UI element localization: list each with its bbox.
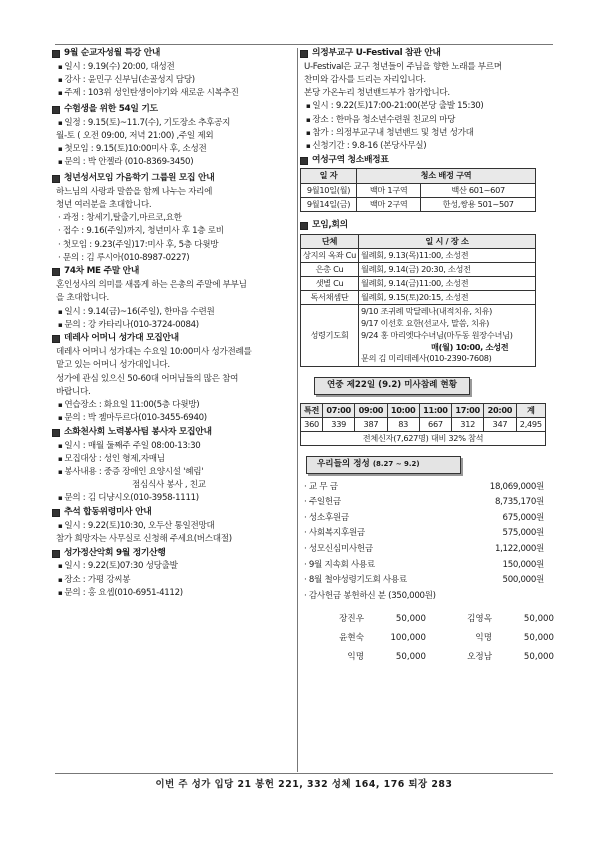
intro-text: 혼인성사의 의미를 새롭게 하는 은총의 주말에 부부님 <box>56 280 247 291</box>
list-item: ▪ 모집대상 : 성인 형제,자매님 <box>52 454 296 466</box>
section-marker-icon <box>52 335 60 343</box>
list-item: ▪ 일시 : 매월 둘째주 주일 08:00-13:30 <box>52 441 296 453</box>
table-row: 성령기도회 9/10 조귀례 막달레나(내적치유, 치유) 9/17 이선호 요한(선교사, 말씀, 치유) 9/24 홍 마리엣다수녀님(마두동 원장수녀님) 매(월) 10:00, 소성전 문의 김 미리데레사(010-2390-7608) <box>301 304 536 366</box>
list-item-continuation: 월-토 ( 오전 09:00, 저녁 21:00) ,주일 제외 <box>56 130 214 141</box>
notice-u-festival <box>300 48 552 153</box>
table-row: 상지의 옥좌 Cu 월례회, 9.13(목)11:00, 소성전 <box>301 248 536 262</box>
section-marker-icon <box>52 509 60 517</box>
section-title: 데레사 어머니 성가대 모집안내 <box>64 333 179 344</box>
offering-row: · 주일헌금 8,735,170원 <box>300 495 552 511</box>
notice-chuseok-mass <box>52 507 296 546</box>
notice-volunteer-team <box>52 427 296 505</box>
table-row: 9월14일(금) 백마 2구역 한성,쌍용 501~507 <box>301 197 536 211</box>
note-text: 참가 희망자는 사무실로 신청해 주세요(버스대절) <box>56 534 232 544</box>
list-item: ▪ 연습장소 : 화요일 11:00(5층 다윗방) <box>52 400 296 412</box>
list-item: ▪ 일시 : 9.22(토)17:00-21:00(본당 출발 15:30) <box>300 101 552 113</box>
bottom-rule <box>55 773 553 774</box>
hymn-footer: 이번 주 성가 입당 21 봉헌 221, 332 성체 164, 176 퇴장 283 <box>155 779 453 790</box>
section-title: 성가정산악회 9월 정기산행 <box>64 547 166 558</box>
section-marker-icon <box>300 50 308 58</box>
list-item: · 접수 : 9.16(주일)까지, 청년미사 후 1층 로비 <box>52 226 296 238</box>
section-marker-icon <box>52 268 60 276</box>
section-title: 소화천사회 노력봉사팀 봉사자 모집안내 <box>64 426 212 437</box>
attendance-table <box>300 403 546 446</box>
meetings-table <box>300 234 536 368</box>
section-marker-icon <box>52 550 60 558</box>
list-item: ▪ 일시 : 9.22(토)07:30 성당출발 <box>52 561 296 573</box>
header-cell: 일 시 / 장 소 <box>358 234 535 248</box>
section-marker-icon <box>52 50 60 58</box>
notice-mothers-choir <box>52 333 296 424</box>
intro-text: 하느님의 사랑과 말씀을 함께 나누는 자리에 <box>56 186 213 197</box>
section-marker-icon <box>300 222 308 230</box>
list-item: ▪ 참가 : 의정부교구내 청년밴드 및 청년 성가대 <box>300 128 552 140</box>
notice-youth-bible <box>52 173 296 264</box>
left-column <box>52 46 296 601</box>
header-cell: 일 자 <box>301 169 357 183</box>
intro-text: 바랍니다. <box>56 386 91 397</box>
list-item: ▪ 문의 : 홍 요셉(010-6951-4112) <box>52 588 296 600</box>
cleaning-schedule <box>300 155 552 212</box>
offering-thanks: · 감사헌금 봉헌하신 분 (350,000원) <box>300 589 552 605</box>
section-title: 9월 순교자성월 특강 안내 <box>64 48 161 58</box>
list-item: ▪ 일정 : 9.15(토)~11.7(수), 기도장소 추후공지 <box>52 118 296 130</box>
list-item: ▪ 신청기간 : 9.8-16 (본당사무실) <box>300 141 552 153</box>
table-row: 샛별 Cu 월례회, 9.14(금)11:00, 소성전 <box>301 276 536 290</box>
intro-text: 청년 여러분을 초대합니다. <box>56 199 152 210</box>
notice-hiking-club <box>52 548 296 600</box>
offering-row: · 성소후원금 675,000원 <box>300 511 552 527</box>
list-item: ▪ 장소 : 한마음 청소년수련원 친교의 마당 <box>300 115 552 127</box>
section-title: 모임,회의 <box>312 219 348 230</box>
list-item: ▪ 강사 : 윤민구 신부님(손골성지 담당) <box>52 75 296 87</box>
intro-text: 데레사 어머니 성가대는 수요일 10:00미사 성가전례를 <box>56 347 252 358</box>
intro-text: 본당 가온누리 청년밴드부가 참가합니다. <box>304 88 450 99</box>
table-row: 독서채셈단 월례회, 9.15(토)20:15, 소성전 <box>301 290 536 304</box>
table-header-row: 특전 07:00 09:00 10:00 11:00 17:00 20:00 계 <box>301 403 546 417</box>
table-row: 9월10일(월) 백마 1구역 백산 601~607 <box>301 183 536 197</box>
list-item: · 과정 : 창세기,탈출기,마르코,요한 <box>52 213 296 225</box>
list-item: ▪ 봉사내용 : 중증 장애인 요양시설 '혜림' <box>52 467 296 479</box>
notice-me-weekend <box>52 266 296 331</box>
list-item: ▪ 장소 : 가평 강씨봉 <box>52 575 296 587</box>
right-column <box>300 46 552 672</box>
offerings <box>300 456 552 670</box>
attendance-banner: 연중 제22일 (9.2) 미사참례 현황 <box>314 377 470 395</box>
list-item: ▪ 문의 : 박 젬마두르다(010-3455-6940) <box>52 413 296 425</box>
table-row <box>301 432 546 446</box>
list-item: · 문의 : 김 루시아(010-8987-0227) <box>52 253 296 265</box>
section-marker-icon <box>52 175 60 183</box>
list-item-continuation: 점심식사 봉사 , 친교 <box>132 480 206 491</box>
section-title: 수험생을 위한 54일 기도 <box>64 103 158 114</box>
offering-row: · 사회복지후원금 575,000원 <box>300 526 552 542</box>
intro-text: U-Festival은 교구 청년들이 주님을 향한 노래를 부르며 <box>304 61 502 72</box>
offering-row: · 8월 철야성령기도회 사용료 500,000원 <box>300 573 552 589</box>
notice-exam-prayer <box>52 104 296 169</box>
list-item: ▪ 일시 : 9.22(토)10:30, 오두산 통일전망대 <box>52 521 296 533</box>
attendance-total: 전체신자(7,627명) 대비 32% 참석 <box>301 432 546 446</box>
section-title: 추석 합동위령미사 안내 <box>64 506 152 517</box>
section-title: 여성구역 청소배정표 <box>312 154 389 165</box>
notice-martyrs-lecture <box>52 48 296 100</box>
header-cell: 청소 배정 구역 <box>357 169 536 183</box>
offering-row: · 교 무 금 18,069,000원 <box>300 480 552 496</box>
list-item: ▪ 주제 : 103위 성인탄생이야기와 새로운 시복추진 <box>52 88 296 100</box>
intro-text: 을 초대합니다. <box>56 293 109 304</box>
section-marker-icon <box>52 106 60 114</box>
table-header-row <box>301 234 536 248</box>
section-marker-icon <box>300 157 308 165</box>
list-item: ▪ 일시 : 9.19(수) 20:00, 대성전 <box>52 62 296 74</box>
section-title: 청년성서모임 가음학기 그룹원 모집 안내 <box>64 172 215 183</box>
table-row: 은총 Cu 월례회, 9.14(금) 20:30, 소성전 <box>301 262 536 276</box>
intro-text: 맡고 있는 어머니 성가대입니다. <box>56 360 170 371</box>
table-row: 360 339 387 83 667 312 347 2,495 <box>301 417 546 431</box>
list-item: ▪ 문의 : 강 카타리나(010-3724-0084) <box>52 320 296 332</box>
section-marker-icon <box>52 429 60 437</box>
offering-row: · 성모신심미사헌금 1,122,000원 <box>300 542 552 558</box>
mass-attendance <box>300 377 552 446</box>
list-item: ▪ 첫모임 : 9.15(토)10:00미사 후, 소성전 <box>52 144 296 156</box>
cleaning-table <box>300 168 536 211</box>
offering-row: · 9월 지속회 사용료 150,000원 <box>300 558 552 574</box>
table-header-row <box>301 169 536 183</box>
list-item: · 첫모임 : 9.23(주일)17:미사 후, 5층 다윗방 <box>52 240 296 252</box>
donor-grid: 장진우 50,000 김영옥 50,000 윤현숙 100,000 익명 50,000 익명 50,000 오정남 50,000 <box>339 614 554 662</box>
list-item: ▪ 문의 : 박 안젤라 (010-8369-3450) <box>52 157 296 169</box>
list-item: ▪ 문의 : 김 디냥시오(010-3958-1111) <box>52 493 296 505</box>
section-title: 74차 ME 주말 안내 <box>64 266 140 277</box>
list-item: ▪ 일시 : 9.14(금)~16(주일), 한마음 수련원 <box>52 307 296 319</box>
top-rule <box>55 44 553 45</box>
offerings-banner: 우리들의 정성 (8.27 ~ 9.2) <box>306 456 461 474</box>
intro-text: 찬미와 감사를 드리는 자리입니다. <box>304 75 426 86</box>
intro-text: 성가에 관심 있으신 50-60대 어머님들의 많은 참여 <box>56 373 239 384</box>
header-cell: 단체 <box>301 234 359 248</box>
column-divider <box>297 48 298 772</box>
meetings <box>300 220 552 368</box>
section-title: 의정부교구 U-Festival 참관 안내 <box>312 48 441 58</box>
